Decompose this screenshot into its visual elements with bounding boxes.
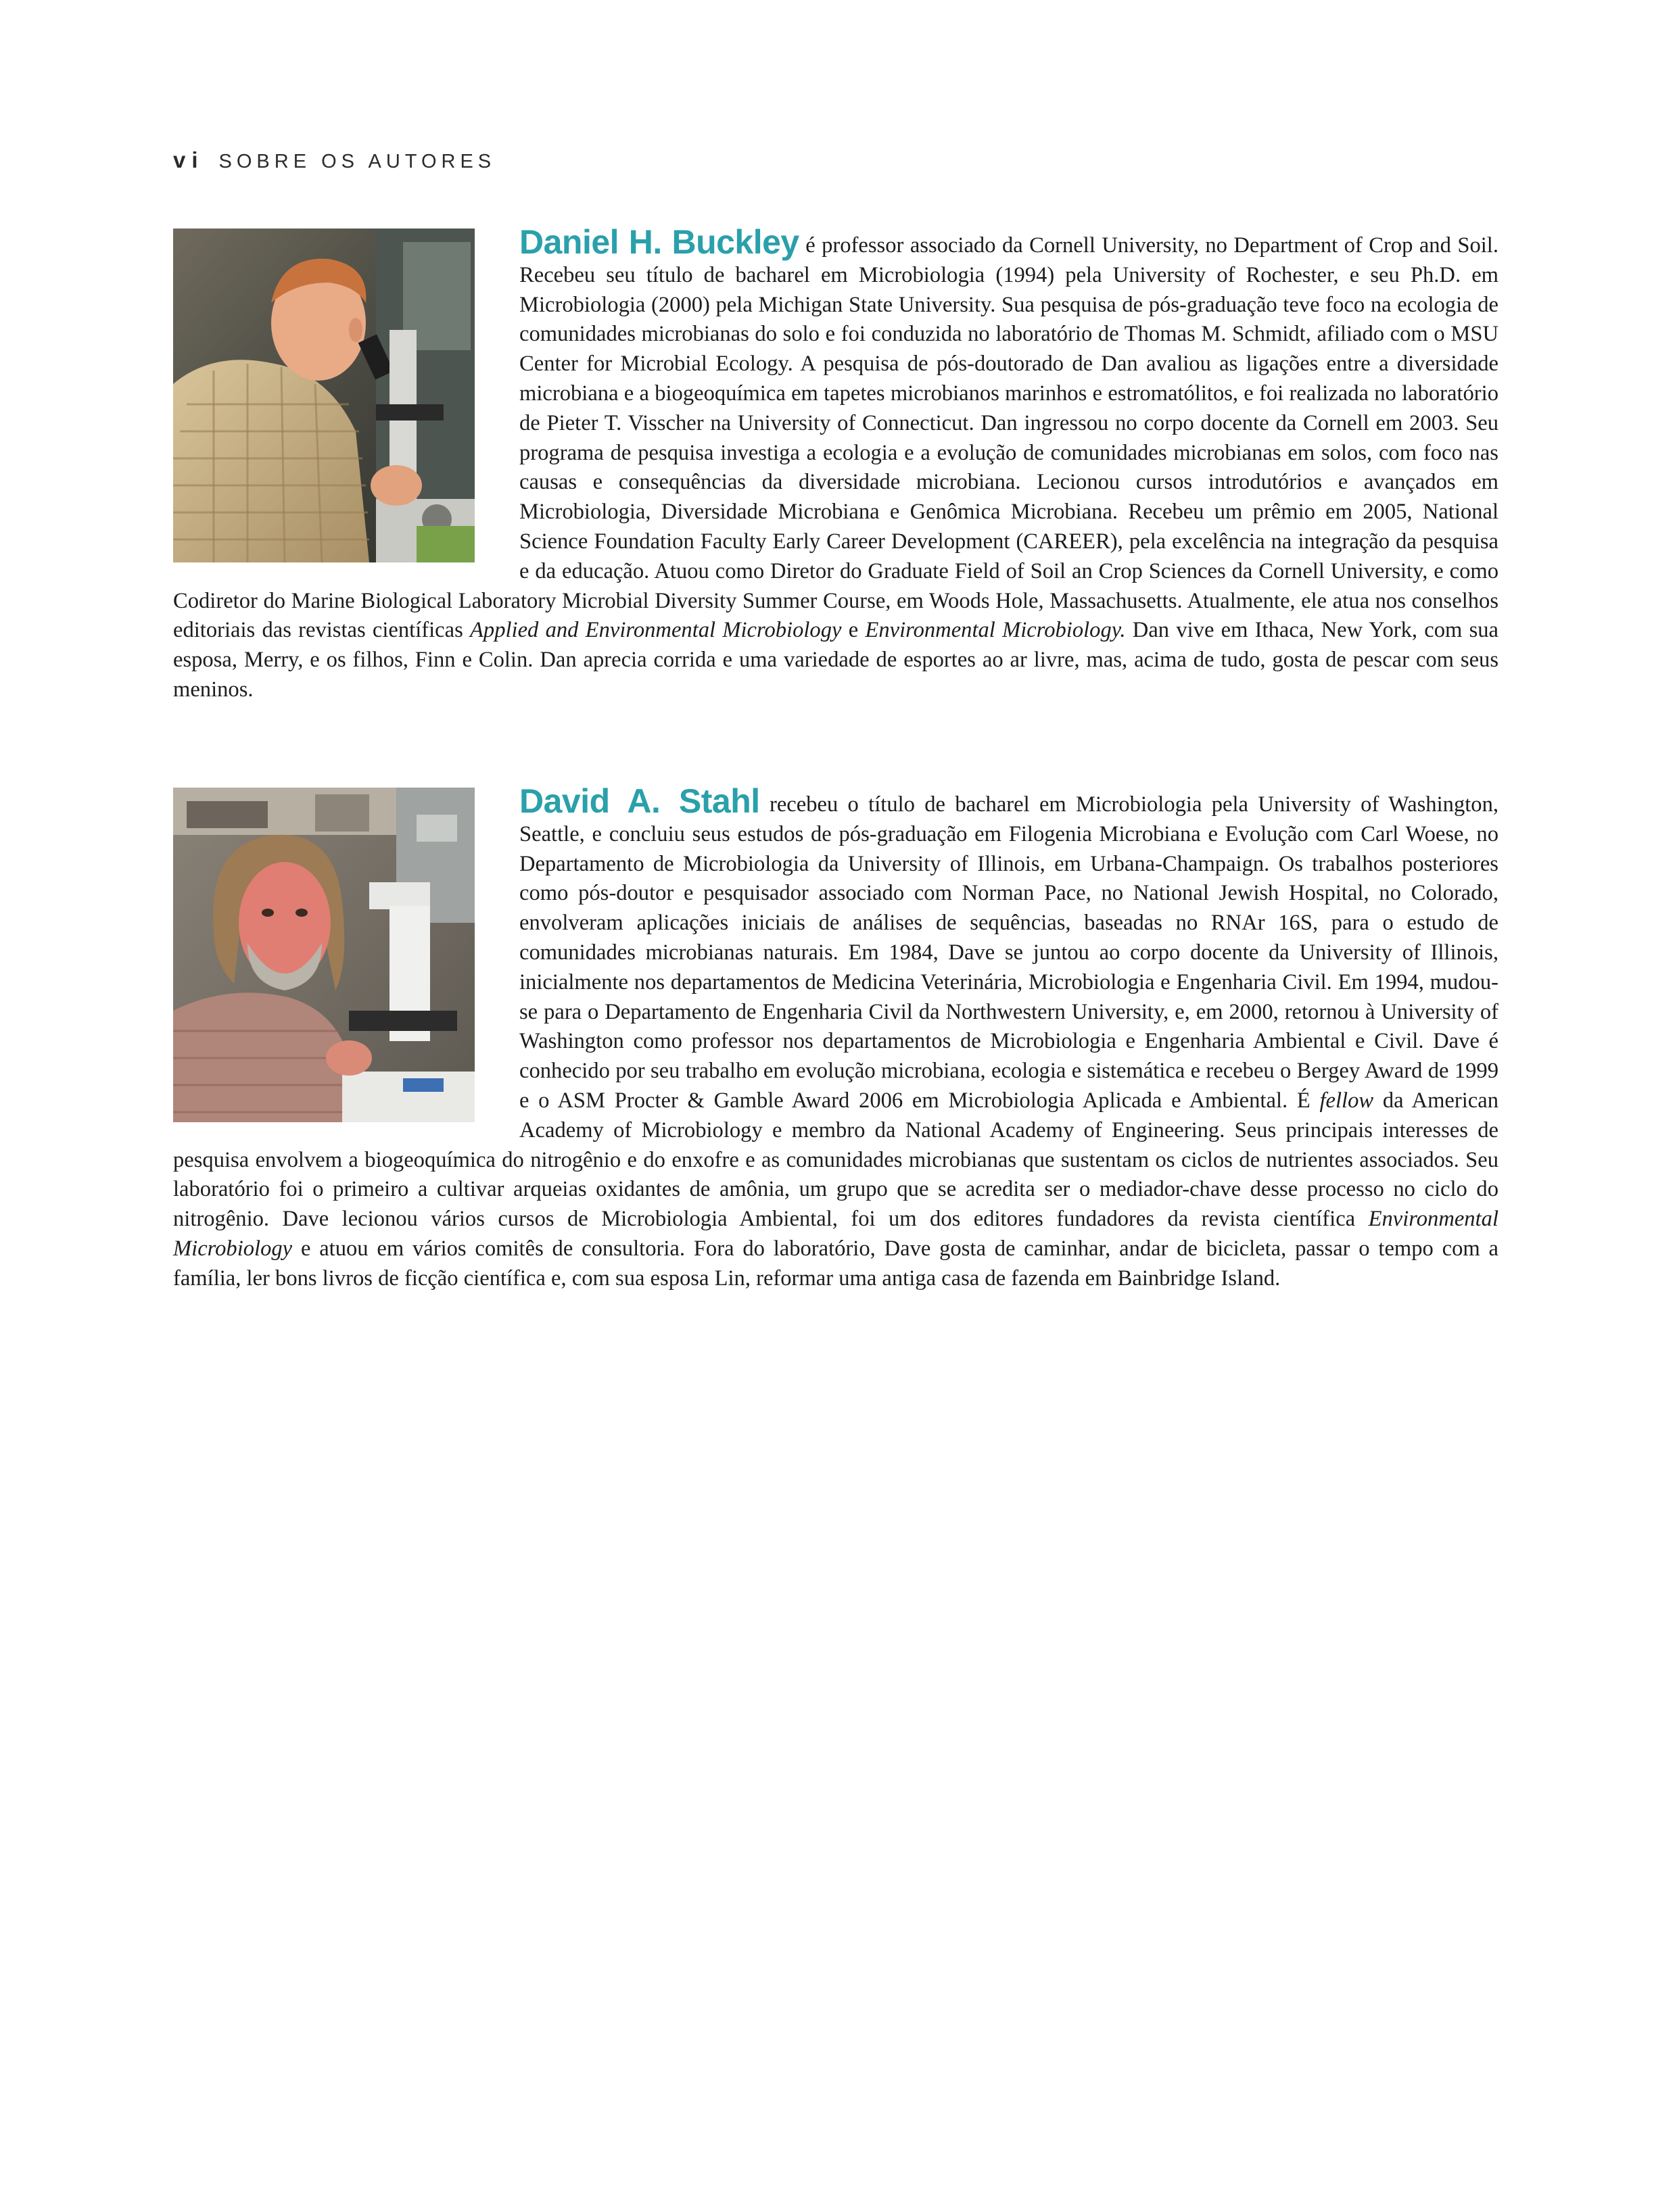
- bio-text: e: [841, 618, 866, 643]
- author-name: David A. Stahl: [519, 782, 760, 820]
- running-title: SOBRE OS AUTORES: [218, 151, 496, 172]
- bio-text: recebeu o título de bacharel em Microbiologia pela University of Washington, Seattle, e concluiu seus estudos de pós-graduação em Filogenia Microbiana e Evolução com Carl Woese, no Departamento de Microbiologia da University of Illinois, em Urbana-Champaign. Os trabalhos posteriores como pós-doutor e pesquisador associado com Norman Pace, no National Jewish Hospital, no Colorado, envolveram aplicações iniciais de análises de sequências, baseadas no RNAr 16S, para o estudo de comunidades microbianas naturais. Em 1984, Dave se juntou ao corpo docente da University of Illinois, inicialmente nos departamentos de Medicina Veterinária, Microbiologia e Engenharia Civil. Em 1994, mudou-se para o Departamento de Engenharia Civil da Northwestern University, e, em 2000, retornou à University of Washington como professor nos departamentos de Microbiologia e Engenharia Ambiental e Civil. Dave é conhecido por seu trabalho em evolução microbiana, ecologia e sistemática e recebeu o Bergey Award de 1999 e o ASM Procter & Gamble Award 2006 em Microbiologia Aplicada e Ambiental. É: [519, 792, 1499, 1113]
- photo-image: [173, 788, 475, 1122]
- author-photo-stahl: [173, 788, 475, 1122]
- journal-title: Environmental Microbiology: [173, 1207, 1498, 1261]
- page-header: [173, 147, 496, 173]
- author-bio-stahl: [173, 782, 1499, 1294]
- bio-text: é professor associado da Cornell University, no Department of Crop and Soil. Recebeu seu título de bacharel em Microbiologia (1994) pela University of Rochester, e seu Ph.D. em Microbiologia (2000) pela Michigan State University. Sua pesquisa de pós-graduação teve foco na ecologia de comunidades microbianas do solo e foi conduzida no laboratório de Thomas M. Schmidt, afiliado com o MSU Center for Microbial Ecology. A pesquisa de pós-doutorado de Dan avaliou as ligações entre a diversidade microbiana e a biogeoquímica em tapetes microbianos marinhos e estromatólitos, e foi realizada no laboratório de Pieter T. Visscher na University of Connecticut. Dan ingressou no corpo docente da Cornell em 2003. Seu programa de pesquisa investiga a ecologia e a evolução de comunidades microbianas em solos, com foco nas causas e consequências da diversidade microbiana. Lecionou cursos introdutórios e avançados em Microbiologia, Diversidade Microbiana e Genômica Microbiana. Recebeu um prêmio em 2005, National Science Foundation Faculty Early Career Development (CAREER), pela excelência na integração da pesquisa e da educação. Atuou como Diretor do Graduate Field of Soil an Crop Sciences da Cornell University, e como Codiretor do Marine Biological Laboratory Microbial Diversity Summer Course, em Woods Hole, Massachusetts. Atualmente, ele atua nos conselhos editoriais das revistas científicas: [173, 233, 1499, 643]
- author-name: Daniel H. Buckley: [519, 223, 799, 261]
- journal-title: Environmental Microbiology.: [865, 618, 1126, 643]
- bio-text: e atuou em vários comitês de consultoria. Fora do laboratório, Dave gosta de caminhar, andar de bicicleta, passar o tempo com a família, ler bons livros de ficção científica e, com sua esposa Lin, reformar uma antiga casa de fazenda em Bainbridge Island.: [173, 1236, 1498, 1291]
- journal-title: Applied and Environmental Microbiology: [470, 618, 842, 643]
- bio-text: da American Academy of Microbiology e membro da National Academy of Engineering. Seus principais interesses de pesquisa envolvem a biogeoquímica do nitrogênio e do enxofre e as comunidades microbianas que sustentam os ciclos de nutrientes associados. Seu laboratório foi o primeiro a cultivar arqueias oxidantes de amônia, um grupo que se acredita ser o mediador-chave desse processo no ciclo do nitrogênio. Dave lecionou vários cursos de Microbiologia Ambiental, foi um dos editores fundadores da revista científica: [173, 1088, 1498, 1232]
- page-number: vi: [173, 147, 204, 172]
- photo-image: [173, 229, 475, 562]
- author-bio-buckley: [173, 223, 1499, 705]
- bio-text: Dan vive em Ithaca, New York, com sua esposa, Merry, e os filhos, Finn e Colin. Dan aprecia corrida e uma variedade de esportes ao ar livre, mas, acima de tudo, gosta de pescar com seus meninos.: [173, 618, 1499, 702]
- author-photo-buckley: [173, 229, 475, 562]
- italic-term: fellow: [1319, 1088, 1374, 1113]
